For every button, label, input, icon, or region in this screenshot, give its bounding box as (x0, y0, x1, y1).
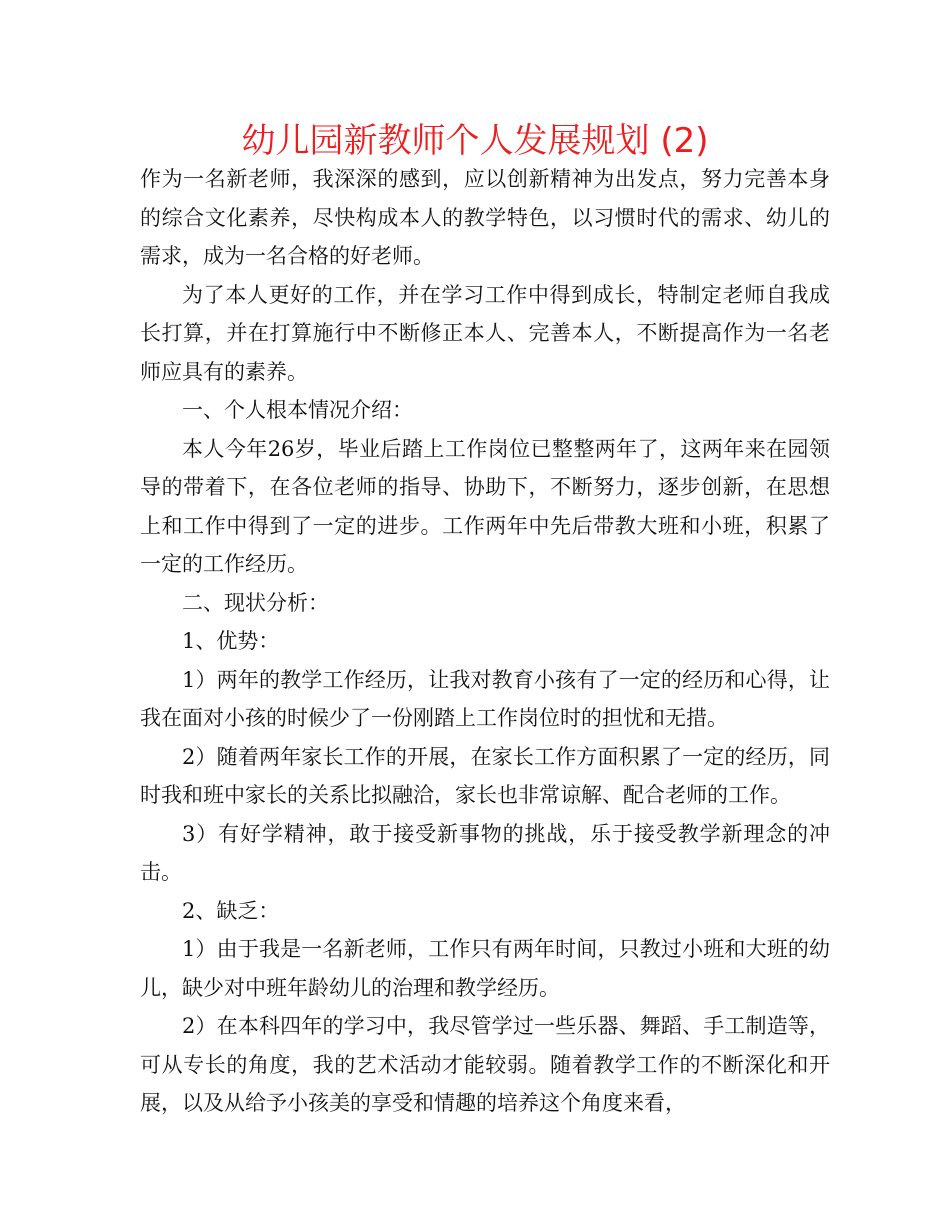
paragraph: 为了本人更好的工作，并在学习工作中得到成长，特制定老师自我成长打算，并在打算施行中不断修正本人、完善本人，不断提高作为一名老师应具有的素养。 (140, 282, 830, 384)
paragraph: 本人今年26岁，毕业后踏上工作岗位已整整两年了，这两年来在园领导的带着下，在各位老师的指导、协助下，不断努力，逐步创新，在思想上和工作中得到了一定的进步。工作两年中先后带教大班和小班，积累了一定的工作经历。 (140, 436, 830, 576)
section-heading: 一、个人根本情况介绍： (182, 398, 413, 422)
list-item: 2）在本科四年的学习中，我尽管学过一些乐器、舞蹈、手工制造等，可从专长的角度，我的艺术活动才能较弱。随着教学工作的不断深化和开展，以及从给予小孩美的享受和情趣的培养这个角度来看， (140, 1014, 830, 1115)
list-item: 3）有好学精神，敢于接受新事物的挑战，乐于接受教学新理念的冲击。 (140, 821, 830, 884)
list-item: 1）由于我是一名新老师，工作只有两年时间，只教过小班和大班的幼儿，缺少对中班年龄幼儿的治理和教学经历。 (140, 937, 830, 1000)
document-body (140, 160, 830, 1123)
subsection-heading: 2、缺乏： (182, 898, 280, 923)
list-item: 2）随着两年家长工作的开展，在家长工作方面积累了一定的经历，同时我和班中家长的关系比拟融洽，家长也非常谅解、配合老师的工作。 (140, 744, 830, 807)
document-title: 幼儿园新教师个人发展规划 (2) (241, 121, 709, 161)
subsection-heading: 1、优势： (182, 629, 280, 653)
section-heading: 二、现状分析： (182, 590, 329, 615)
list-item: 1）两年的教学工作经历，让我对教育小孩有了一定的经历和心得，让我在面对小孩的时候少了一份刚踏上工作岗位时的担忧和无措。 (140, 667, 830, 730)
paragraph: 作为一名新老师，我深深的感到，应以创新精神为出发点，努力完善本身的综合文化素养，尽快构成本人的教学特色，以习惯时代的需求、幼儿的需求，成为一名合格的好老师。 (140, 167, 830, 268)
